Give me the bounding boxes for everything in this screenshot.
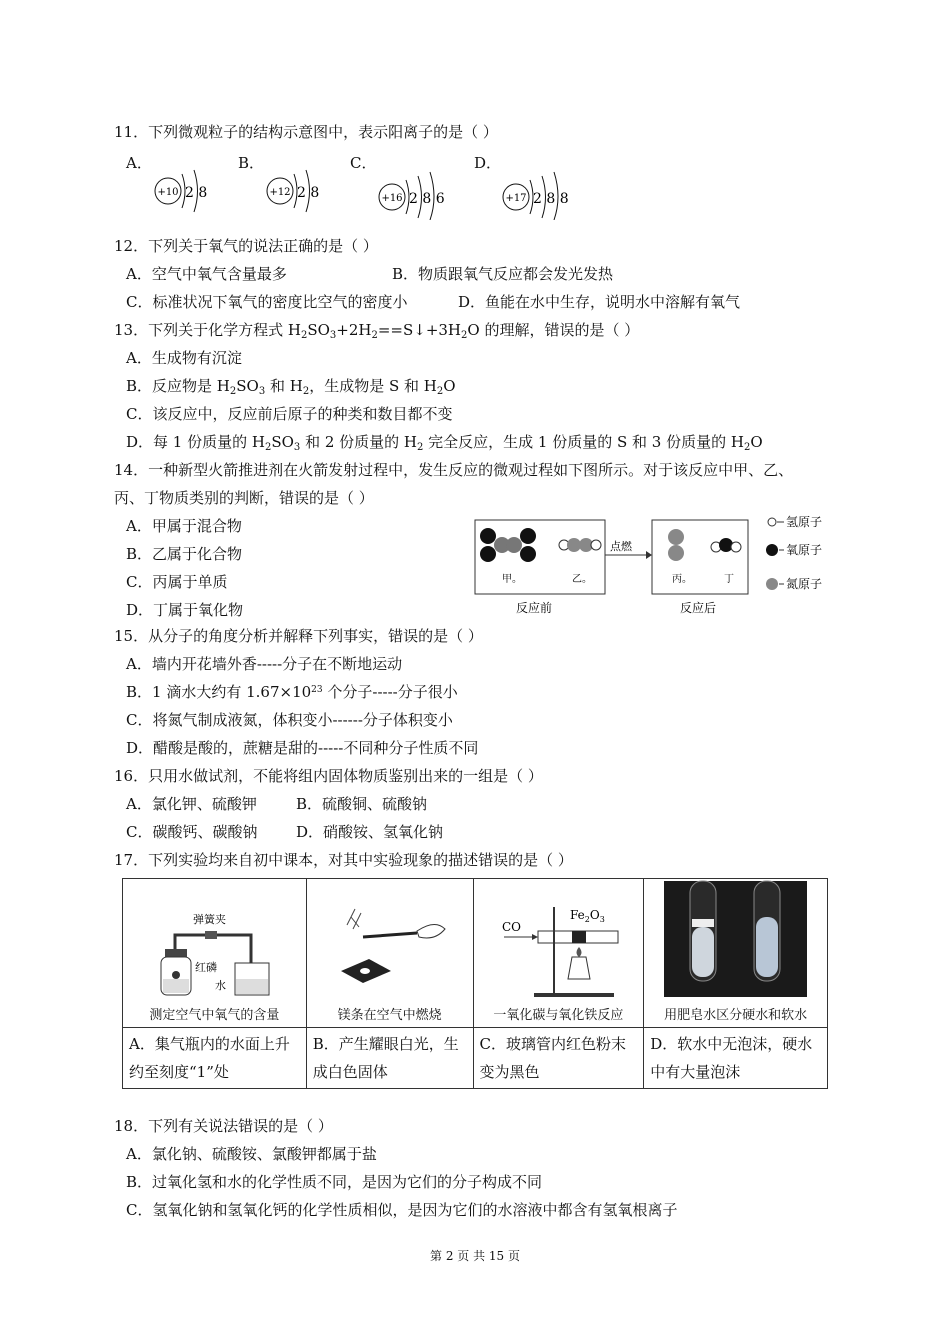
q17-experiment-table [122,878,828,1089]
legend-nitrogen: 氮原子 [786,577,823,591]
shells-a: 2 8 [185,185,208,201]
q14-option-d: D．丁属于氧化物 [126,601,244,619]
caption-hard-water: 用肥皂水区分硬水和软水 [664,1008,808,1023]
nucleus-b: +12 [269,187,291,198]
magnesium-burning-icon [307,879,473,999]
shells-c: 2 8 6 [409,191,445,207]
q17-option-d: D．软水中无泡沫，硬水中有大量泡沫 [644,1028,828,1089]
label-jia: 甲。 [502,574,522,585]
q12-option-c: C．标准状况下氧气的密度比空气的密度小 [126,293,408,311]
q18-stem: 18．下列有关说法错误的是（ ） [114,1117,333,1135]
q15-option-b: B．1 滴水大约有 $1.67\times 10^{23}$ 个分子-----分子很小 [126,683,458,701]
q11-stem: 11．下列微观粒子的结构示意图中，表示阳离子的是（ ） [114,123,498,141]
q11-label-b: B． [238,154,265,172]
q15-stem: 15．从分子的角度分析并解释下列事实，错误的是（ ） [114,627,483,645]
label-after: 反应后 [680,601,717,615]
q17-option-a: A．集气瓶内的水面上升约至刻度“1”处 [123,1028,307,1089]
q17-stem: 17．下列实验均来自初中课本，对其中实验现象的描述错误的是（ ） [114,851,573,869]
page-footer: 第 2 页 共 15 页 [430,1249,520,1263]
q16-option-b: B．硫酸铜、硫酸钠 [296,795,428,813]
co-reduction-apparatus-icon [474,879,644,999]
q16-option-a: A．氯化钾、硫酸钾 [126,795,257,813]
atom-diagram-b [264,166,334,216]
q13-stem: 13．下列关于化学方程式 $H_2SO_3+2H_2==S↓+3H_2O$ 的理解，错误的是（ ） [114,321,640,341]
q11-label-a: A． [126,154,152,172]
q17-option-c: C．玻璃管内红色粉末变为黑色 [473,1028,644,1089]
label-clamp: 弹簧夹 [193,913,226,926]
q15-option-d: D．醋酸是酸的，蔗糖是甜的-----不同种分子性质不同 [126,739,479,757]
atom-diagram-a [152,166,222,216]
q14-stem-line2: 丙、丁物质类别的判断，错误的是（ ） [114,489,374,507]
reaction-diagram [474,510,834,620]
q13-option-c: C．该反应中，反应前后原子的种类和数目都不变 [126,405,453,423]
caption-magnesium: 镁条在空气中燃烧 [337,1008,442,1023]
atom-diagram-d [500,170,580,220]
q11-label-c: C． [350,154,377,172]
nucleus-a: +10 [157,187,179,198]
test-tubes-photo-icon [644,879,827,999]
q15-option-a: A．墙内开花墙外香-----分子在不断地运动 [126,655,403,673]
label-ding: 丁 [724,574,734,585]
exp-cell-hard-water [644,879,828,1028]
q11-label-d: D． [474,154,502,172]
caption-co-reduction: 一氧化碳与氧化铁反应 [493,1008,624,1023]
q12-option-b: B．物质跟氧气反应都会发光发热 [392,265,614,283]
caption-oxygen: 测定空气中氧气的含量 [149,1008,280,1023]
q16-stem: 16．只用水做试剂，不能将组内固体物质鉴别出来的一组是（ ） [114,767,543,785]
exp-cell-co-reduction [473,879,644,1028]
shells-b: 2 8 [297,185,320,201]
atom-diagram-c [376,170,456,220]
exp-cell-oxygen [123,879,307,1028]
label-before: 反应前 [516,601,553,615]
q12-option-a: A．空气中氧气含量最多 [126,265,287,283]
label-water: 水 [215,979,226,992]
label-yi: 乙。 [572,574,592,585]
label-bing: 丙。 [672,574,692,585]
q17-option-b: B．产生耀眼白光，生成白色固体 [306,1028,473,1089]
nucleus-d: +17 [505,193,527,204]
legend-hydrogen: 氢原子 [786,515,823,529]
nucleus-c: +16 [381,193,403,204]
q14-option-c: C．丙属于单质 [126,573,228,591]
q16-option-c: C．碳酸钙、碳酸钠 [126,823,258,841]
q18-option-c: C．氢氧化钠和氢氧化钙的化学性质相似，是因为它们的水溶液中都含有氢氧根离子 [126,1201,678,1219]
q12-option-d: D．鱼能在水中生存，说明水中溶解有氧气 [458,293,741,311]
oxygen-apparatus-icon [123,879,306,999]
q18-option-a: A．氯化钠、硫酸铵、氯酸钾都属于盐 [126,1145,377,1163]
label-co: CO [501,920,521,934]
q14-option-b: B．乙属于化合物 [126,545,243,563]
label-phosphorus: 红磷 [195,961,217,974]
q14-stem-line1: 14．一种新型火箭推进剂在火箭发射过程中，发生反应的微观过程如下图所示。对于该反应中甲、乙、 [114,461,794,479]
shells-d: 2 8 8 [533,191,569,207]
q13-option-a: A．生成物有沉淀 [126,349,242,367]
q13-option-b: B．反应物是 $H_2SO_3$ 和 $H_2$，生成物是 S 和 $H_2O$ [126,377,456,397]
q18-option-b: B．过氧化氢和水的化学性质不同，是因为它们的分子构成不同 [126,1173,543,1191]
q16-option-d: D．硝酸铵、氢氧化钠 [296,823,444,841]
q13-option-d: D．每 1 份质量的 $H_2SO_3$ 和 2 份质量的 $H_2$ 完全反应，生成 1 份质量的 S 和 3 份质量的 $H_2O$ [126,433,763,453]
q14-option-a: A．甲属于混合物 [126,517,242,535]
label-fe2o3: $Fe_2O_3$ [569,908,605,924]
q12-stem: 12．下列关于氧气的说法正确的是（ ） [114,237,378,255]
q15-option-c: C．将氮气制成液氮，体积变小------分子体积变小 [126,711,453,729]
legend-oxygen: 氧原子 [786,543,823,557]
arrow-label: 点燃 [610,540,632,553]
exp-cell-magnesium [306,879,473,1028]
